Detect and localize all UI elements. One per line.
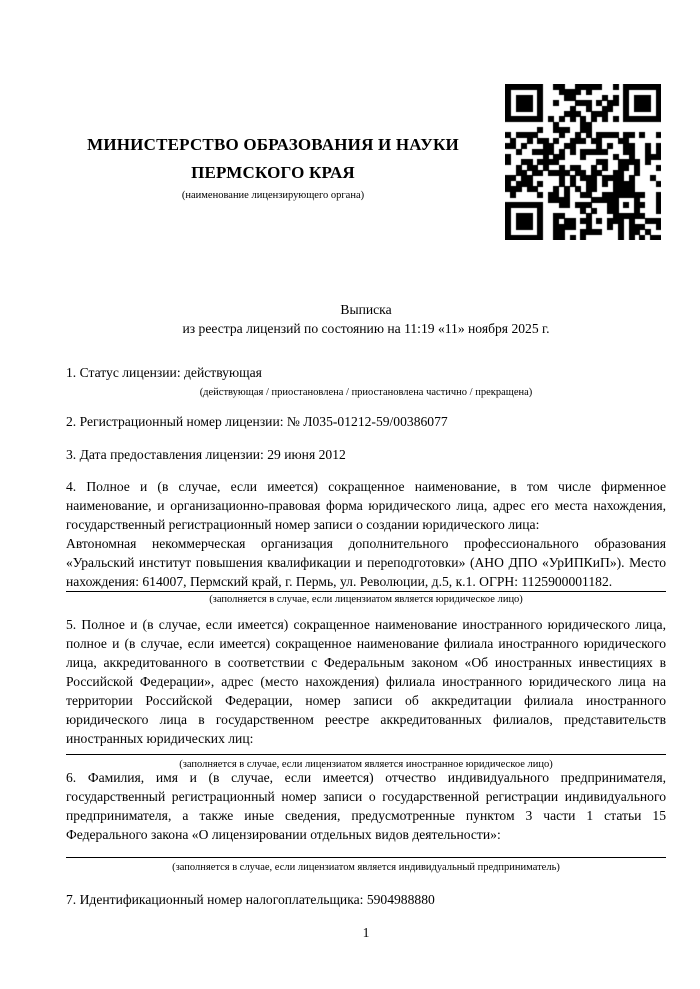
document-title-line1: Выписка bbox=[340, 302, 392, 317]
entrepreneur-underline bbox=[66, 857, 666, 858]
foreign-entity-note: (заполняется в случае, если лицензиатом является иностранное юридическое лицо) bbox=[179, 759, 553, 770]
foreign-entity-heading: 5. Полное и (в случае, если имеется) сокращенное наименование иностранного юридического лица, полное и (в случае, если имеется) сокращенное наименование филиала иностранного юридического лица, аккредитованного в соответствии с Федеральным законом «Об иностранных инвестициях в Российской Федерации», адрес (место нахождения) филиала иностранного юридического лица на территории Российской Федерации, номер записи об аккредитации филиала иностранного юридического лица в государственном реестре аккредитованных филиалов, представительств иностранных юридических лиц: bbox=[66, 617, 666, 746]
document-title bbox=[66, 300, 666, 338]
item-registration-number bbox=[66, 412, 666, 431]
item-taxpayer-id bbox=[66, 890, 666, 909]
entrepreneur-note: (заполняется в случае, если лицензиатом является индивидуальный предприниматель) bbox=[172, 862, 560, 873]
legal-entity-value: Автономная некоммерческая организация дополнительного профессионального образования «Уральский институт повышения квалификации и переподготовки» (АНО ДПО «УрИПКиП»). Место нахождения: 614007, Пермский край, г. Пермь, ул. Революции, д.5, к.1. ОГРН: 1125900001182. bbox=[66, 536, 666, 589]
legal-entity-note: (заполняется в случае, если лицензиатом является юридическое лицо) bbox=[209, 594, 523, 605]
qr-code-icon bbox=[505, 84, 661, 240]
entrepreneur-heading: 6. Фамилия, имя и (в случае, если имеется) отчество индивидуального предпринимателя, государственный регистрационный номер записи о государственной регистрации индивидуального предпринимателя, а также иные сведения, предусмотренные пунктом 3 части 1 статьи 15 Федерального закона «О лицензировании отдельных видов деятельности»: bbox=[66, 770, 666, 842]
authority-subtitle: (наименование лицензирующего органа) bbox=[181, 190, 365, 201]
item-foreign-entity bbox=[66, 615, 666, 771]
legal-entity-underline bbox=[66, 591, 666, 592]
registration-number-label: 2. Регистрационный номер лицензии: bbox=[66, 414, 284, 429]
page-number: 1 bbox=[362, 925, 370, 940]
item-grant-date bbox=[66, 445, 666, 464]
registration-number-value: № Л035-01212-59/00386077 bbox=[286, 414, 448, 429]
authority-header bbox=[66, 131, 480, 202]
legal-entity-heading: 4. Полное и (в случае, если имеется) сокращенное наименование, в том числе фирменное наименование, и организационно-правовая форма юридического лица, адрес его места нахождения, государственный регистрационный номер записи о создании юридического лица: bbox=[66, 479, 666, 532]
taxpayer-id-line bbox=[66, 890, 666, 909]
item-entrepreneur bbox=[66, 768, 666, 874]
registration-number-line bbox=[66, 412, 666, 431]
grant-date-label: 3. Дата предоставления лицензии: bbox=[66, 447, 264, 462]
taxpayer-id-value: 5904988880 bbox=[366, 892, 435, 907]
license-status-value: действующая bbox=[184, 365, 262, 380]
document-title-line2: из реестра лицензий по состоянию на 11:19 «11» ноября 2025 г. bbox=[182, 321, 550, 336]
item-license-status bbox=[66, 363, 666, 399]
license-status-line bbox=[66, 363, 666, 382]
item-legal-entity bbox=[66, 477, 666, 606]
grant-date-value: 29 июня 2012 bbox=[267, 447, 346, 462]
grant-date-line bbox=[66, 445, 666, 464]
license-status-note: (действующая / приостановлена / приостановлена частично / прекращена) bbox=[199, 387, 533, 398]
license-status-label: 1. Статус лицензии: bbox=[66, 365, 181, 380]
authority-name-line2: ПЕРМСКОГО КРАЯ bbox=[191, 163, 355, 182]
foreign-entity-underline bbox=[66, 754, 666, 755]
authority-name-line1: МИНИСТЕРСТВО ОБРАЗОВАНИЯ И НАУКИ bbox=[87, 135, 459, 154]
taxpayer-id-label: 7. Идентификационный номер налогоплательщика: bbox=[66, 892, 364, 907]
